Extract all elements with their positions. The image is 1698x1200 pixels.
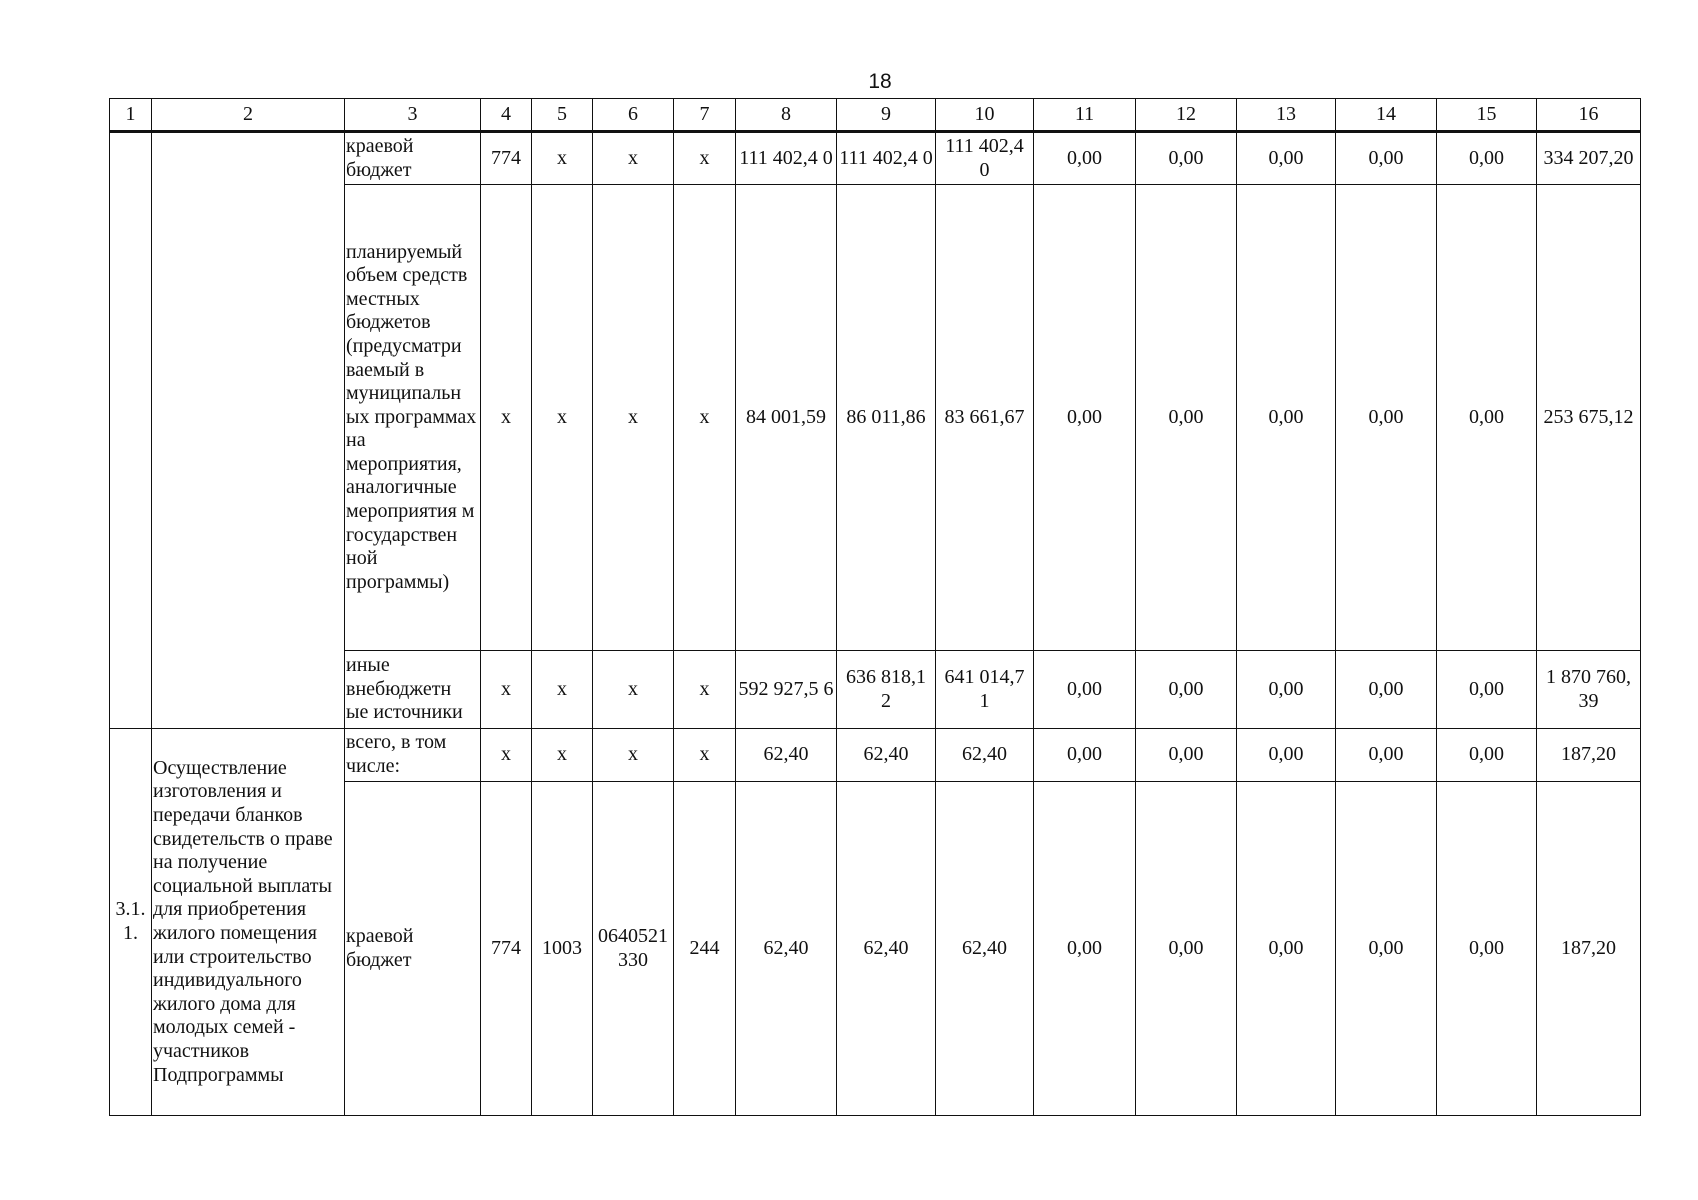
table-cell: 0,00 xyxy=(1336,651,1437,729)
table-cell: 0,00 xyxy=(1237,132,1336,185)
table-cell: 0,00 xyxy=(1136,651,1237,729)
funding-source-cell: иные внебюджетн ые источники xyxy=(345,651,481,729)
table-cell: х xyxy=(674,651,736,729)
column-number-header-row xyxy=(110,99,1641,132)
table-cell: 0,00 xyxy=(1437,729,1537,782)
column-header: 12 xyxy=(1136,99,1237,132)
table-cell: 0,00 xyxy=(1437,651,1537,729)
table-cell: 0,00 xyxy=(1237,185,1336,651)
table-cell: 0,00 xyxy=(1336,132,1437,185)
table-cell: х xyxy=(593,651,674,729)
table-cell: 111 402,4 0 xyxy=(736,132,837,185)
table-cell: 253 675,12 xyxy=(1537,185,1641,651)
funding-source-cell: краевой бюджет xyxy=(345,782,481,1116)
table-cell: 0,00 xyxy=(1437,782,1537,1116)
table-cell: 0,00 xyxy=(1034,782,1136,1116)
table-cell: х xyxy=(481,651,532,729)
activity-name-cell xyxy=(152,132,345,729)
table-cell: х xyxy=(532,185,593,651)
table-cell: х xyxy=(532,651,593,729)
activity-name-cell: Осуществление изготовления и передачи бланков свидетельств о праве на получение социальной выплаты для приобретения жилого помещения или строительство индивидуального жилого дома для молодых семей - участников Подпрограммы xyxy=(152,729,345,1116)
table-cell: 62,40 xyxy=(936,782,1034,1116)
table-cell: 187,20 xyxy=(1537,729,1641,782)
column-header: 14 xyxy=(1336,99,1437,132)
table-row xyxy=(110,729,1641,782)
column-header: 16 xyxy=(1537,99,1641,132)
funding-source-cell: всего, в том числе: xyxy=(345,729,481,782)
table-cell: 0640521 330 xyxy=(593,782,674,1116)
table-cell: 0,00 xyxy=(1136,729,1237,782)
table-cell: х xyxy=(532,132,593,185)
row-number-cell xyxy=(110,132,152,729)
column-header: 5 xyxy=(532,99,593,132)
table-cell: 0,00 xyxy=(1136,185,1237,651)
table-cell: 244 xyxy=(674,782,736,1116)
table-cell: х xyxy=(593,185,674,651)
funding-source-cell: краевой бюджет xyxy=(345,132,481,185)
table-cell: 62,40 xyxy=(837,729,936,782)
column-header: 2 xyxy=(152,99,345,132)
table-cell: 0,00 xyxy=(1136,782,1237,1116)
table-cell: 86 011,86 xyxy=(837,185,936,651)
funding-source-cell: планируемый объем средств местных бюджетов (предусматри ваемый в муниципальн ых программах на мероприятия, аналогичные мероприятия м государствен ной программы) xyxy=(345,185,481,651)
column-header: 3 xyxy=(345,99,481,132)
column-header: 10 xyxy=(936,99,1034,132)
column-header: 13 xyxy=(1237,99,1336,132)
table-cell: 0,00 xyxy=(1034,185,1136,651)
table-cell: 774 xyxy=(481,132,532,185)
table-cell: 1 870 760, 39 xyxy=(1537,651,1641,729)
column-header: 7 xyxy=(674,99,736,132)
column-header: 4 xyxy=(481,99,532,132)
column-header: 11 xyxy=(1034,99,1136,132)
table-cell: 0,00 xyxy=(1136,132,1237,185)
table-cell: 592 927,5 6 xyxy=(736,651,837,729)
table-cell: 0,00 xyxy=(1437,132,1537,185)
table-cell: х xyxy=(674,729,736,782)
table-cell: 641 014,7 1 xyxy=(936,651,1034,729)
table-cell: 1003 xyxy=(532,782,593,1116)
table-cell: 0,00 xyxy=(1336,185,1437,651)
column-header: 8 xyxy=(736,99,837,132)
table-cell: 62,40 xyxy=(736,782,837,1116)
page-number: 18 xyxy=(868,70,892,93)
table-cell: 187,20 xyxy=(1537,782,1641,1116)
table-cell: х xyxy=(532,729,593,782)
table-cell: 0,00 xyxy=(1237,729,1336,782)
table-cell: 0,00 xyxy=(1437,185,1537,651)
table-cell: х xyxy=(481,185,532,651)
table-cell: 62,40 xyxy=(736,729,837,782)
table-cell: 0,00 xyxy=(1336,782,1437,1116)
table-cell: 774 xyxy=(481,782,532,1116)
row-number-cell: 3.1. 1. xyxy=(110,729,152,1116)
table-cell: 0,00 xyxy=(1237,782,1336,1116)
table-cell: 111 402,4 0 xyxy=(837,132,936,185)
table-cell: х xyxy=(481,729,532,782)
table-cell: 84 001,59 xyxy=(736,185,837,651)
table-cell: 62,40 xyxy=(837,782,936,1116)
table-cell: 0,00 xyxy=(1034,132,1136,185)
column-header: 15 xyxy=(1437,99,1537,132)
table-cell: 0,00 xyxy=(1034,651,1136,729)
table-cell: х xyxy=(593,132,674,185)
table-cell: 0,00 xyxy=(1336,729,1437,782)
table-cell: 636 818,1 2 xyxy=(837,651,936,729)
table-cell: х xyxy=(674,185,736,651)
table-cell: 83 661,67 xyxy=(936,185,1034,651)
table-cell: 62,40 xyxy=(936,729,1034,782)
table-cell: 334 207,20 xyxy=(1537,132,1641,185)
table-row xyxy=(110,132,1641,185)
table-cell: х xyxy=(674,132,736,185)
column-header: 1 xyxy=(110,99,152,132)
table-cell: х xyxy=(593,729,674,782)
column-header: 9 xyxy=(837,99,936,132)
table-cell: 111 402,4 0 xyxy=(936,132,1034,185)
table-cell: 0,00 xyxy=(1034,729,1136,782)
table-cell: 0,00 xyxy=(1237,651,1336,729)
budget-table xyxy=(109,98,1641,1116)
column-header: 6 xyxy=(593,99,674,132)
